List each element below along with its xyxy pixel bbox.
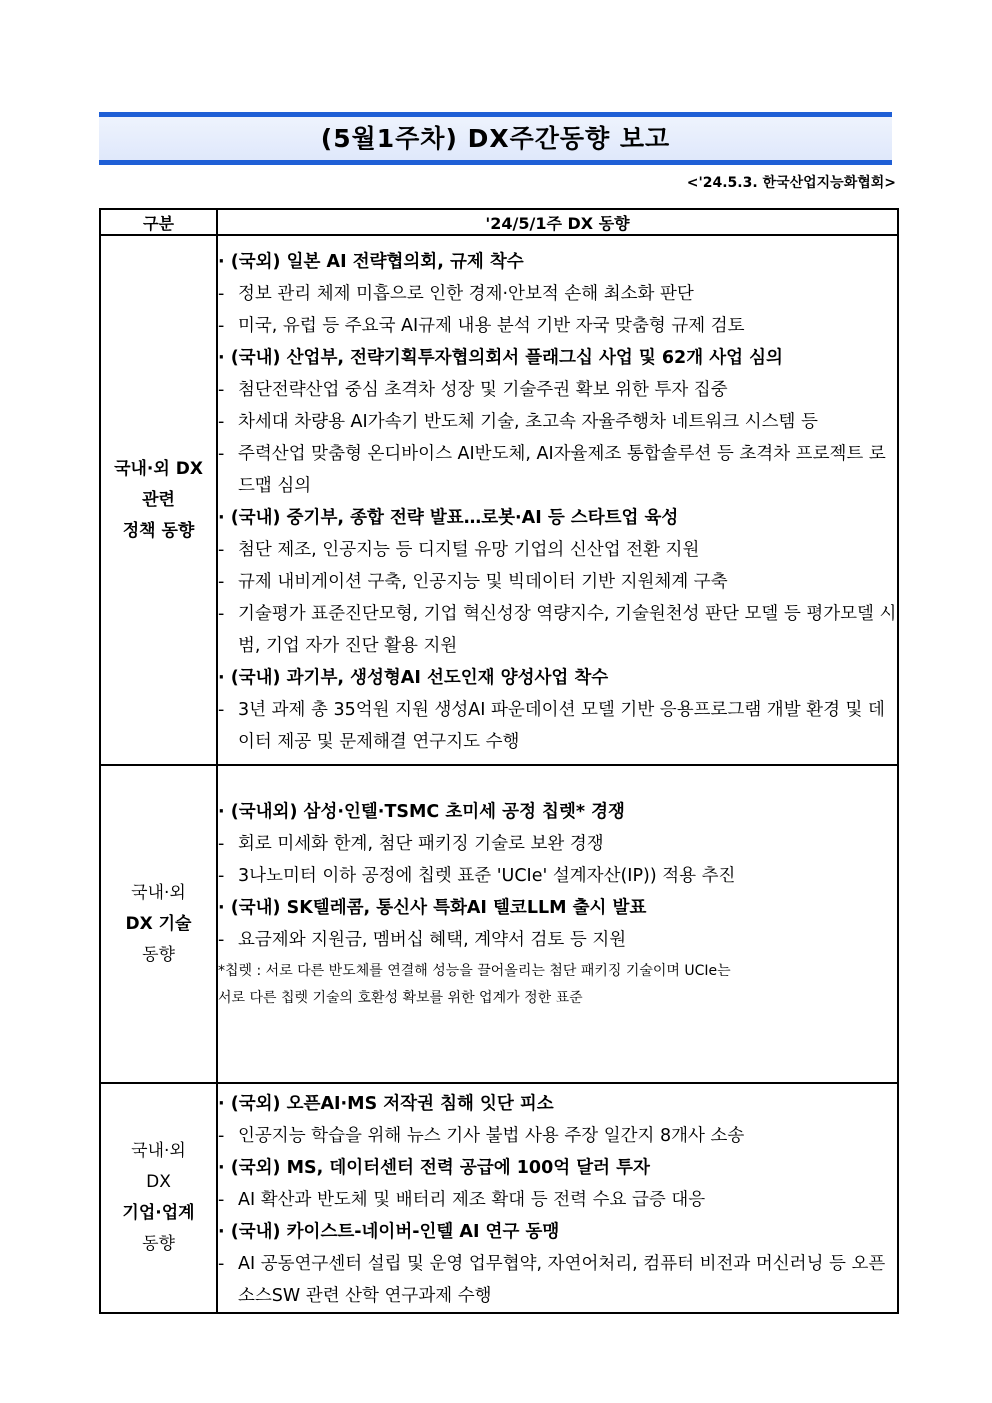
- category-line: 동향: [142, 944, 175, 965]
- content-cell-industry: [217, 1083, 898, 1313]
- item-heading: · (국내) 중기부, 종합 전략 발표…로봇·AI 등 스타트업 육성: [218, 508, 679, 528]
- title-banner: [99, 112, 892, 165]
- table-header-row: [100, 209, 898, 235]
- item-detail: - 인공지능 학습을 위해 뉴스 기사 불법 사용 주장 일간지 8개사 소송: [218, 1126, 745, 1146]
- category-line: DX: [146, 1172, 171, 1192]
- item-detail: - 3년 과제 총 35억원 지원 생성AI 파운데이션 모델 기반 응용프로그램 개발 환경 및 데이터 제공 및 문제해결 연구지도 수행: [218, 700, 885, 752]
- item-detail: - 차세대 차량용 AI가속기 반도체 기술, 초고속 자율주행차 네트워크 시스템 등: [218, 412, 818, 432]
- item-detail: - 기술평가 표준진단모형, 기업 혁신성장 역량지수, 기술원천성 판단 모델 등 평가모델 시범, 기업 자가 진단 활용 지원: [218, 604, 897, 656]
- category-cell-technology: [100, 765, 217, 1083]
- item-heading: · (국외) MS, 데이터센터 전력 공급에 100억 달러 투자: [218, 1158, 650, 1178]
- item-detail: - AI 공동연구센터 설립 및 운영 업무협약, 자연어처리, 컴퓨터 비전과 머신러닝 등 오픈소스SW 관련 산학 연구과제 수행: [218, 1254, 886, 1306]
- report-title: (5월1주차) DX주간동향 보고: [320, 124, 671, 153]
- item-detail: - AI 확산과 반도체 및 배터리 제조 확대 등 전력 수요 급증 대응: [218, 1190, 706, 1210]
- item-detail: - 첨단 제조, 인공지능 등 디지털 유망 기업의 신산업 전환 지원: [218, 540, 700, 560]
- header-category: 구분: [100, 209, 217, 235]
- content-cell-technology: [217, 765, 898, 1083]
- header-trends: '24/5/1주 DX 동향: [217, 209, 898, 235]
- item-heading: · (국내) 카이스트-네이버-인텔 AI 연구 동맹: [218, 1222, 560, 1242]
- category-line: 국내·외: [131, 1141, 186, 1161]
- table-row-industry: [100, 1083, 898, 1313]
- table-row-policy: [100, 235, 898, 765]
- trend-table: [99, 208, 899, 1314]
- item-detail: - 회로 미세화 한계, 첨단 패키징 기술로 보완 경쟁: [218, 834, 604, 854]
- item-heading: · (국내) 과기부, 생성형AI 선도인재 양성사업 착수: [218, 668, 609, 688]
- item-detail: - 규제 내비게이션 구축, 인공지능 및 빅데이터 기반 지원체계 구축: [218, 572, 728, 592]
- category-line: 정책 동향: [122, 520, 195, 541]
- item-heading: · (국내) SK텔레콤, 통신사 특화AI 텔코LLM 출시 발표: [218, 898, 647, 918]
- category-cell-industry: [100, 1083, 217, 1313]
- item-detail: - 주력산업 맞춤형 온디바이스 AI반도체, AI자율제조 통합솔루션 등 초격차 프로젝트 로드맵 심의: [218, 444, 886, 496]
- item-detail: - 미국, 유럽 등 주요국 AI규제 내용 분석 기반 자국 맞춤형 규제 검토: [218, 316, 745, 336]
- item-heading: · (국외) 일본 AI 전략협의회, 규제 착수: [218, 252, 524, 272]
- item-detail: - 요금제와 지원금, 멤버십 혜택, 계약서 검토 등 지원: [218, 930, 627, 950]
- category-line: 국내·외: [131, 882, 186, 903]
- footnote-line: *칩렛 : 서로 다른 반도체를 연결해 성능을 끌어올리는 첨단 패키징 기술이며 UCIe는: [218, 963, 731, 979]
- category-line: 관련: [142, 489, 175, 510]
- item-heading: · (국내외) 삼성·인텔·TSMC 초미세 공정 칩렛* 경쟁: [218, 802, 625, 822]
- report-date-org: <'24.5.3. 한국산업지능화협회>: [686, 175, 896, 191]
- category-line: DX 기술: [125, 913, 192, 934]
- category-cell-policy: [100, 235, 217, 765]
- title-bottom-rule: [99, 160, 892, 165]
- footnote: [218, 958, 897, 1012]
- category-line: 국내·외 DX: [114, 458, 203, 479]
- footnote-line: 서로 다른 칩렛 기술의 호환성 확보를 위한 업계가 정한 표준: [218, 990, 583, 1006]
- item-detail: - 3나노미터 이하 공정에 칩렛 표준 'UCIe' 설계자산(IP)) 적용 추진: [218, 866, 736, 886]
- item-detail: - 첨단전략산업 중심 초격차 성장 및 기술주권 확보 위한 투자 집중: [218, 380, 728, 400]
- category-line: 기업·업계: [122, 1203, 195, 1223]
- table-row-technology: [100, 765, 898, 1083]
- category-line: 동향: [142, 1234, 175, 1254]
- content-cell-policy: [217, 235, 898, 765]
- item-heading: · (국내) 산업부, 전략기획투자협의회서 플래그십 사업 및 62개 사업 심의: [218, 348, 783, 368]
- item-heading: · (국외) 오픈AI·MS 저작권 침해 잇단 피소: [218, 1094, 554, 1114]
- item-detail: - 정보 관리 체제 미흡으로 인한 경제·안보적 손해 최소화 판단: [218, 284, 694, 304]
